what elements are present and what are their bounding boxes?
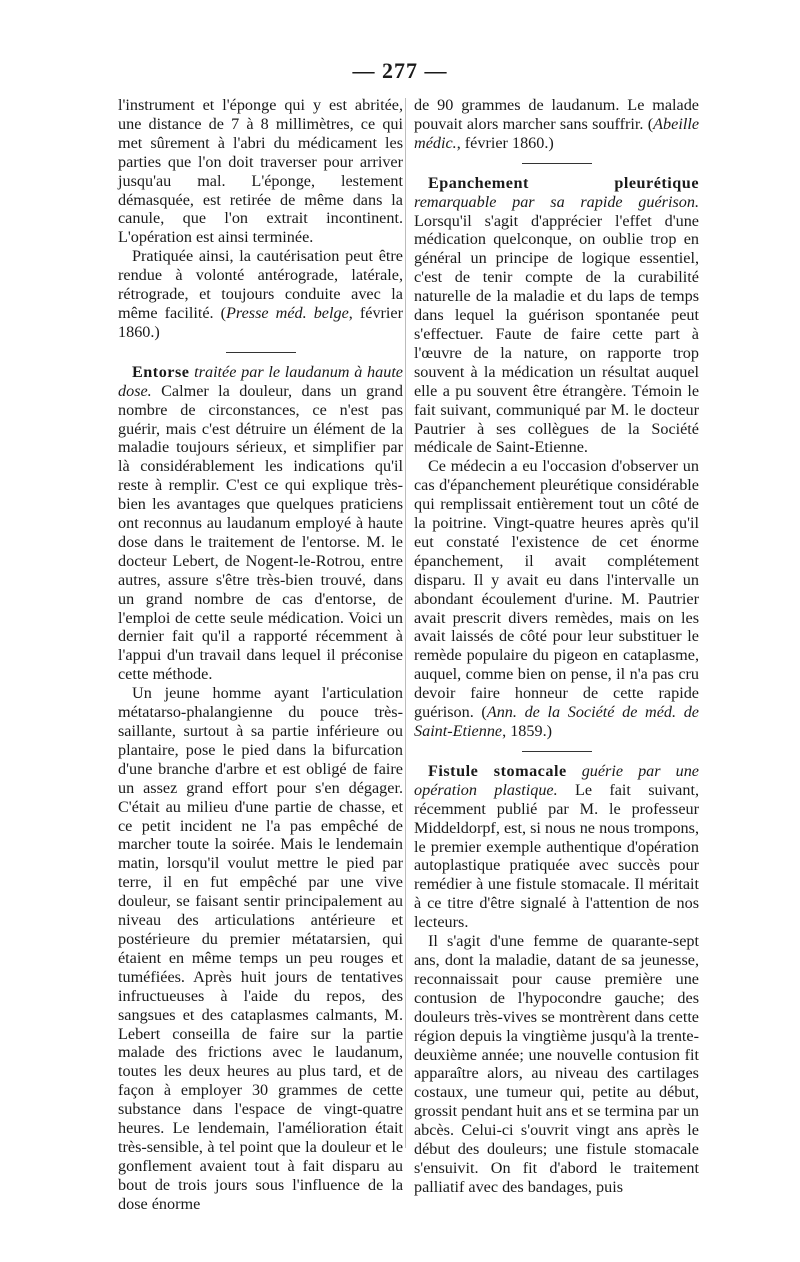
right-column	[414, 96, 699, 1197]
section-divider	[226, 352, 296, 353]
citation-source: Ann. de la Société de méd. de Saint-Etienne	[414, 703, 699, 740]
citation-source: Presse méd. belge	[226, 303, 349, 322]
paragraph: l'instrument et l'éponge qui y est abritée, une distance de 7 à 8 millimètres, ce qui met sûrement à l'abri du médicament les parties que l'on doit traverser pour arriver jusqu'au mal. L'éponge, lestement démasquée, est retirée de même dans la canule, que l'on extrait incontinent. L'opération est ainsi terminée.	[118, 96, 403, 247]
paragraph	[118, 247, 403, 342]
section-body: Lorsqu'il s'agit d'apprécier l'effet d'une médication quelconque, on oublie trop en général un principe de logique essentiel, c'est de tenir compte de la curabilité naturelle de la maladie et du laps de temps dans lequel la guérison spontanée peut s'effectuer. Faute de faire cette part à l'œuvre de la nature, on rapporte trop souvent à la médication un résultat auquel elle a pu souvent être étrangère. Témoin le fait suivant, communiqué par M. le docteur Pautrier à ses collègues de la Société médicale de Saint-Etienne.	[414, 211, 699, 457]
section-heading: Fistule stomacale	[428, 761, 567, 780]
citation-source: Abeille médic.	[414, 114, 699, 152]
page-number: — 277 —	[352, 58, 448, 83]
section-body: Calmer la douleur, dans un grand nombre de circonstances, ce n'est pas guérir, mais c'est détruire un élément de la maladie toujours sérieux, et simplifier par là considérablement les indications qu'il reste à remplir. C'est ce qui explique très-bien les avantages que quelques praticiens ont reconnus au laudanum employé à haute dose dans le traitement de l'entorse. M. le docteur Lebert, de Nogent-le-Rotrou, entre autres, assure s'être très-bien trouvé, dans un grand nombre de cas d'entorse, de l'emploi de cette seule médication. Voici un dernier fait qu'il a rapporté récemment à l'appui d'un travail dans lequel il préconise cette méthode.	[118, 381, 404, 684]
paragraph-text: Ce médecin a eu l'occasion d'observer un cas d'épanchement pleurétique considérable qui remplissait entièrement tout un côté de la poitrine. Vingt-quatre heures après qu'il eut constaté l'existence de cet énorme épanchement, il avait complétement disparu. Il y avait eu dans l'intervalle un abondant écoulement d'urine. M. Pautrier avait prescrit divers remèdes, mais on les avait laissés de côté pour leur substituer le remède populaire du pigeon en cataplasme, auquel, comme bien on pense, il n'a pas cru devoir faire honneur de cette rapide guérison. (	[414, 457, 699, 722]
paragraph-text: Pratiquée ainsi, la cautérisation peut être rendue à volonté antérograde, latérale, rétrograde, et toujours conduite avec la même facilité. (	[118, 247, 403, 322]
section-heading: Entorse	[132, 362, 190, 381]
section-subheading: guérie par une opération plastique.	[414, 761, 699, 799]
section-subheading: traitée par le laudanum à haute dose.	[118, 362, 403, 400]
section-body: Le fait suivant, récemment publié par M. le professeur Middeldorpf, est, si nous ne nous trompons, le premier exemple authentique d'opération autoplastique pratiquée avec succès pour remédier à une fistule stomacale. Il méritait à ce titre d'être signalé à l'attention de nos lecteurs.	[414, 780, 699, 932]
column-divider	[405, 98, 406, 1148]
section-entorse	[118, 363, 403, 684]
paragraph	[414, 457, 699, 741]
section-heading: Epanchement pleurétique	[428, 173, 699, 192]
citation-end: , 1859.)	[502, 722, 553, 740]
citation-end: , février 1860.)	[456, 133, 554, 152]
section-divider	[522, 751, 592, 752]
left-column	[118, 96, 403, 1214]
section-subheading: remarquable par sa rapide guérison.	[414, 192, 699, 211]
section-divider	[522, 163, 592, 164]
paragraph	[414, 96, 699, 153]
paragraph: Il s'agit d'une femme de quarante-sept ans, dont la maladie, datant de sa jeunesse, reconnaissait pour cause première une contusion de l'hypocondre gauche; des douleurs très-vives se montrèrent dans cette région depuis la vingtième jusqu'à la trente-deuxième année; une nouvelle contusion fit apparaître alors, au niveau des cartilages costaux, une tumeur qui, petite au début, grossit pendant huit ans et se termina par un abcès. Celui-ci s'ouvrit vingt ans après le début des douleurs; une fistule stomacale s'ensuivit. On fit d'abord le traitement palliatif avec des bandages, puis	[414, 932, 700, 1196]
section-fistule	[414, 762, 699, 932]
paragraph: Un jeune homme ayant l'articulation métatarso-phalangienne du pouce très-saillante, surtout à sa partie inférieure ou plantaire, pose le pied dans la bifurcation d'une branche d'arbre et est obligé de faire un assez grand effort pour s'en dégager. C'était au milieu d'une partie de chasse, et ce petit incident ne l'a pas empêché de marcher toute la soirée. Mais le lendemain matin, lorsqu'il voulut mettre le pied par terre, il en fut empêché par une vive douleur, se faisant sentir principalement au niveau des articulations antérieure et postérieure du premier métatarsien, qui étaient en même temps un peu rouges et tuméfiées. Après huit jours de tentatives infructueuses à l'aide du repos, des sangsues et des cataplasmes calmants, M. Lebert conseilla de faire sur la partie malade des frictions avec le laudanum, toutes les deux heures au plus tard, et de façon à employer 30 grammes de cette substance dans l'espace de vingt-quatre heures. Le lendemain, l'amélioration était très-sensible, à tel point que la douleur et le gonflement avaient tout à fait disparu au bout de trois jours sous l'influence de la dose énorme	[118, 684, 403, 1213]
paragraph-text: de 90 grammes de laudanum. Le malade pouvait alors marcher sans souffrir. (	[414, 96, 699, 133]
section-epanchement	[414, 174, 699, 458]
citation-end: , février 1860.)	[118, 303, 403, 341]
